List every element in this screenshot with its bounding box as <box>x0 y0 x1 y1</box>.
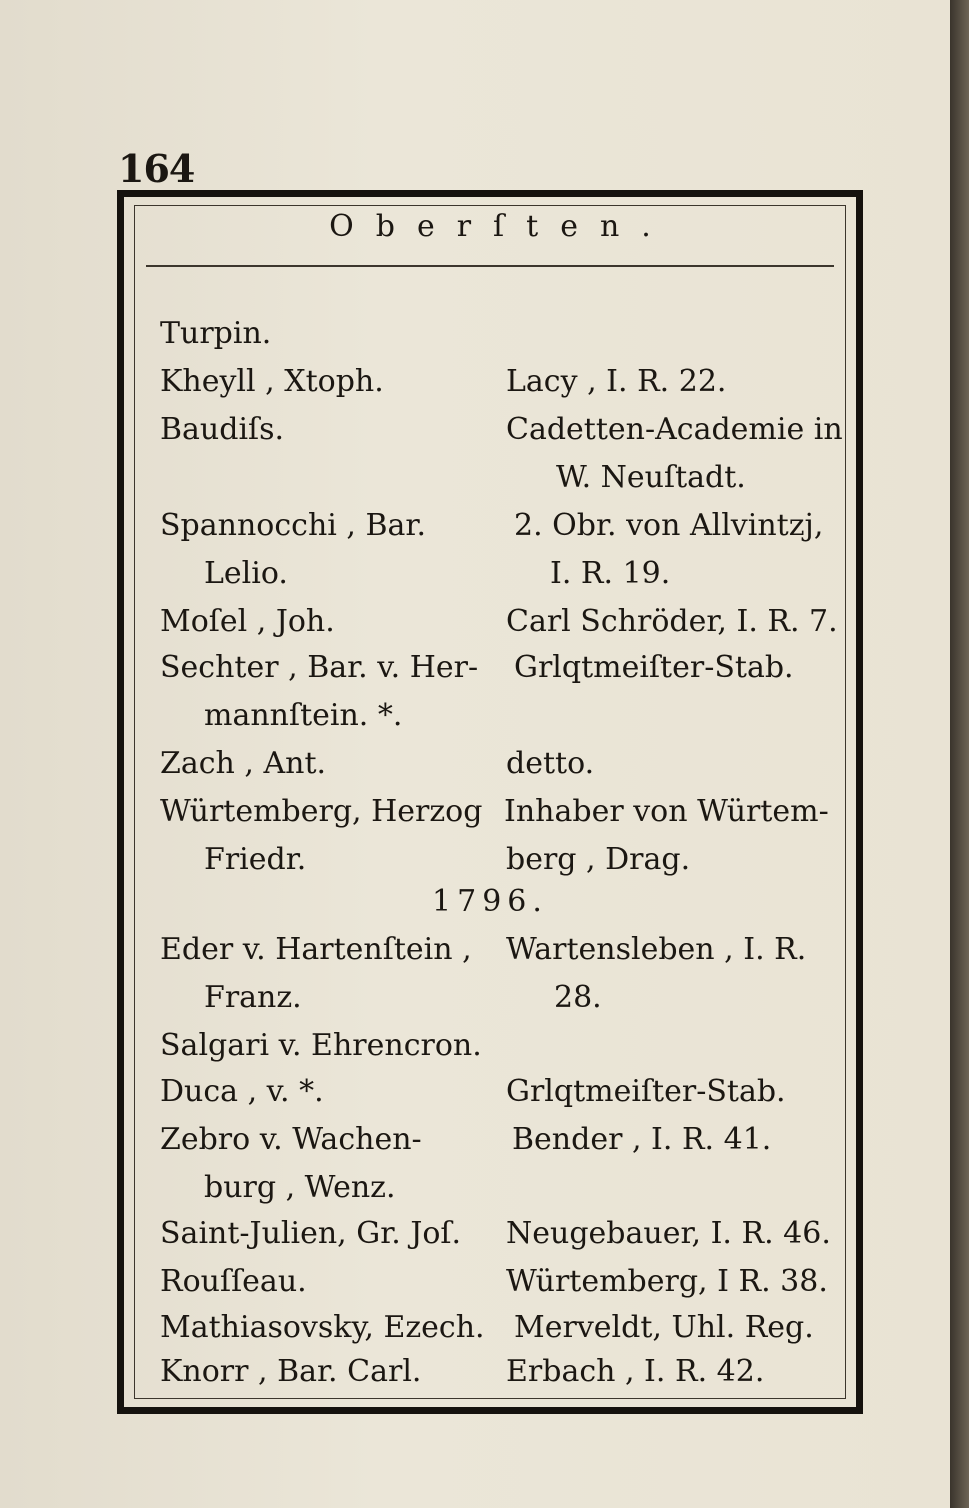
officer-unit: Inhaber von Würtem- <box>504 794 829 829</box>
officer-name: Mathiasovsky, Ezech. <box>160 1310 485 1345</box>
officer-unit: detto. <box>506 746 595 781</box>
officer-unit-continued: I. R. 19. <box>550 556 671 591</box>
table-frame <box>117 190 863 1414</box>
officer-name: Würtemberg, Herzog <box>160 794 483 829</box>
officer-unit: Merveldt, Uhl. Reg. <box>514 1310 814 1345</box>
officer-unit: Lacy , I. R. 22. <box>506 364 727 399</box>
officer-unit: Wartensleben , I. R. <box>506 932 807 967</box>
section-title: Oberſten. <box>329 209 673 244</box>
officer-unit: Cadetten-Academie in <box>506 412 843 447</box>
officer-name: Turpin. <box>160 316 272 351</box>
officer-name: Eder v. Hartenſtein , <box>160 932 472 967</box>
officer-unit: 2. Obr. von Allvintzj, <box>514 508 824 543</box>
officer-name: Rouſſeau. <box>160 1264 307 1299</box>
officer-name: Sechter , Bar. v. Her- <box>160 650 479 685</box>
officer-name-continued: Lelio. <box>204 556 288 591</box>
officer-name: Duca , v. *. <box>160 1074 324 1109</box>
officer-name-continued: Friedr. <box>204 842 307 877</box>
officer-unit: Grlqtmeiſter-Stab. <box>506 1074 786 1109</box>
book-spine <box>950 0 969 1508</box>
officer-unit: Würtemberg, I R. 38. <box>506 1264 828 1299</box>
officer-name: Kheyll , Xtoph. <box>160 364 384 399</box>
page-number: 164 <box>118 146 195 191</box>
officer-name-continued: burg , Wenz. <box>204 1170 396 1205</box>
officer-unit-continued: W. Neuſtadt. <box>556 460 746 495</box>
officer-name-continued: Franz. <box>204 980 302 1015</box>
officer-unit: Bender , I. R. 41. <box>512 1122 772 1157</box>
header-divider <box>146 265 834 267</box>
officer-unit: Neugebauer, I. R. 46. <box>506 1216 831 1251</box>
officer-name: Spannocchi , Bar. <box>160 508 426 543</box>
officer-name: Zebro v. Wachen- <box>160 1122 422 1157</box>
officer-name: Salgari v. Ehrencron. <box>160 1028 482 1063</box>
officer-name-continued: mannſtein. *. <box>204 698 403 733</box>
officer-name: Baudiſs. <box>160 412 285 447</box>
officer-unit: Grlqtmeiſter-Stab. <box>514 650 794 685</box>
officer-unit: Erbach , I. R. 42. <box>506 1354 765 1389</box>
officer-unit-continued: 28. <box>554 980 602 1015</box>
officer-name: Saint-Julien, Gr. Joſ. <box>160 1216 462 1251</box>
officer-name: Knorr , Bar. Carl. <box>160 1354 422 1389</box>
officer-name: Zach , Ant. <box>160 746 327 781</box>
officer-unit: Carl Schröder, I. R. 7. <box>506 604 838 639</box>
officer-name: Moſel , Joh. <box>160 604 335 639</box>
officer-unit-continued: berg , Drag. <box>506 842 691 877</box>
year-heading: 1796. <box>432 884 548 919</box>
